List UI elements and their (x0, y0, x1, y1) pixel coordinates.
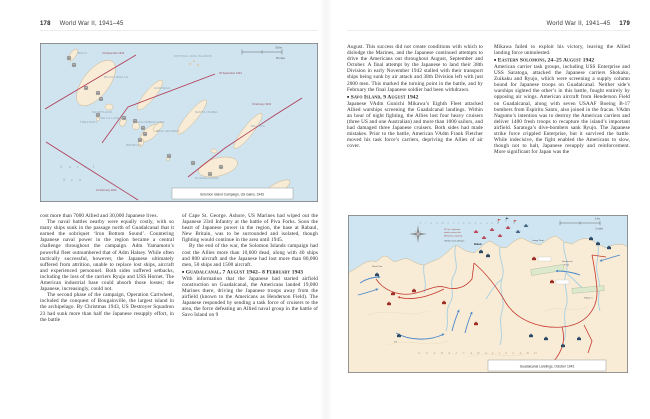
paragraph: The second phase of the campaign, Operation Cartwheel, included the conquest of Bougainville, the largest island in the archipelago. By Christmas 1943, US Destroyer Squadron 23 had sunk more than half the Japanese resupply effort, in the battle (40, 292, 174, 323)
airfield-icon (167, 154, 171, 158)
scale-km-label: 50 km (275, 46, 282, 50)
airfield-icon (99, 97, 103, 101)
annotation-line: Matanikau repulsed (444, 235, 463, 238)
right-page-number: 179 (619, 21, 630, 27)
airfield-icon (191, 161, 195, 165)
island-label: RENDOVA (126, 143, 142, 147)
section-heading (494, 57, 630, 64)
annotation-line: US fleet units offshore (444, 240, 465, 243)
left-header-title: World War II, 1941–45 (59, 21, 124, 27)
right-running-header (347, 21, 630, 31)
airstrip-label: Field (564, 264, 569, 267)
heading-bullet-icon: ■ (494, 58, 497, 63)
airfield-icon (138, 138, 142, 142)
paragraph: With information that the Japanese had started airfield construction on Guadalcanal, the Americans landed 19,000 Marines there, driving the Japanese troops away from the airfield (known to the Americans as Henderson Field). The Japanese responded by sending a task force of cruisers to the area, the force defeating an Allied naval group in the battle of Savo Island on 9 (182, 275, 318, 319)
heading-bullet-icon: ■ (347, 94, 350, 99)
sea-name-label: S e a (63, 177, 84, 182)
island-label: SHORTLAND (92, 110, 113, 114)
paragraph: of Cape St. George. Ashore, US Marines had wiped out the Japanese 23rd Infantry at the battle of Piva Forks. Soon the heart of Japanese power in the region, the base at Rabaul, New Britain, was to be surrounded and isolated, though fighting would continue in the area until 1945. (182, 213, 318, 244)
advance-date-label: 9 February 1943 (252, 103, 272, 106)
place-label: Point Cruz (372, 266, 383, 268)
island-label: MALAITA (251, 124, 265, 128)
paragraph: The naval battles nearby were equally costly, with so many ships sunk in the passage north of Guadalcanal that it earned the sobriquet ‘Iron Bottom Sound’. Countering Japanese naval power in the region became a central challenge throughout the campaign. Adm Yamamoto’s powerful fleet outnumbered that of Adm Halsey. While often tactically successful, however, the Japanese ultimately suffered from attrition, unable to replace lost ships, aircraft and experienced personnel. Both sides suffered setbacks, including the loss of the carriers Ryujo and USS Hornet. The American industrial base could absorb those losses; the Japanese, increasingly, could not. (40, 219, 174, 293)
guadalcanal-landings-map (348, 215, 628, 373)
airfield-icon (96, 91, 100, 95)
paragraph: By the end of the war, the Solomon Islands campaign had cost the Allies more than 10,600 dead, along with 40 ships and 800 aircraft and the Japanese had lost more than 80,000 men, 50 ships and 1500 aircraft. (182, 243, 318, 268)
island-label: GUADALCANAL (195, 176, 220, 180)
island-label: KOLOMBANGARA (137, 120, 165, 124)
advance-date-label: 30 September 1943 (219, 72, 242, 75)
island-label: TREASURY (80, 120, 98, 124)
paragraph: August. This success did not create conditions with which to dislodge the Marines, and the Japanese continued attempts to drive the Americans out throughout August, September and October. A final attempt by the Japanese to land their 38th Division in early November 1942 stalled with their transport ships being sunk by air attack and 38th Division left with just 2000 men. This marked the turning point in the battle, and by February the final Japanese soldier had been withdrawn. (347, 44, 483, 93)
annotation-line: 23 Oct: Japanese (444, 229, 461, 231)
island-label: VELLA LAVELLA (100, 116, 126, 120)
paragraph: American carrier task groups, including USS Enterprise and USS Saratoga, attacked the Japanese carriers Shokaku, Zuikaku and Ryujo, which were screening a supply column bound for Japanese troops on Guadalcanal. Neither side’s warships sighted the other’s in this battle, fought entirely by opposing air wings. American aircraft from Henderson Field on Guadalcanal, along with seven USAAF Boeing B-17 bombers from Espiritu Santo, also joined in the fracas. VAdm Nagumo’s intention was to destroy the American carriers and deliver 1400 fresh troops to recapture the island’s important airfield. Saratoga’s dive-bombers sank Ryujo. The Japanese strike force crippled Enterprise, but it survived the battle. While indecisive, the fight enabled the Americans to slow, though not to halt, Japanese resupply and reinforcement. More significant for Japan was the (494, 63, 630, 156)
section-heading-text: Savo Island, 9 August 1942 (350, 94, 419, 101)
airfield-icon (72, 63, 76, 67)
section-heading (182, 269, 318, 276)
island-label: SANTA ISABEL (195, 110, 219, 114)
advance-date-label: 21 February 1943 (96, 189, 117, 192)
island-label: BUKA (78, 51, 87, 55)
scale-miles-label: 2 miles (595, 227, 603, 231)
solomon-campaign-map (40, 43, 318, 202)
sea-name-label: I r o n B o t t o m S o u n d (420, 221, 501, 225)
left-column-2 (182, 213, 318, 318)
island-label: BOUGAINVILLE (104, 75, 129, 79)
island-label: ONTONG JAVA ISLANDS (174, 54, 212, 58)
scale-miles-label: 50 miles (276, 57, 285, 60)
map-caption: Solomon Island Campaign, US Gains, 1943 (200, 192, 264, 197)
section-heading-text: Guadalcanal, 7 August 1942– 8 February 1943 (185, 269, 304, 276)
guadalcanal-landings-map-svg (348, 215, 628, 373)
place-label: Lunga Point (532, 240, 544, 242)
left-running-header (40, 21, 318, 31)
sea-name-label: C o r a l (60, 164, 97, 169)
airstrip-label: Fighter 1 (584, 297, 593, 300)
section-heading-text: Eastern Solomons, 24–25 August 1942 (497, 57, 595, 64)
advance-date-label: 31 December 1943 (102, 52, 125, 55)
island-label: NEW GEORGIA (156, 129, 180, 133)
right-header-title: World War II, 1941–45 (546, 21, 611, 27)
unit-label: 1/7 (394, 341, 398, 344)
place-label: Kukum (474, 244, 482, 246)
airstrip-label: Henderson (562, 261, 573, 263)
airfield-icon (219, 165, 223, 169)
scale-km-label: 2 km (594, 217, 600, 221)
paragraph: Mikawa failed to exploit his victory, leaving the Allied landing force unmolested. (494, 44, 630, 57)
island-name-label: G U A D A L C A N A L I S L A N D (418, 351, 539, 355)
right-column-1 (347, 44, 483, 149)
unit-label-box (556, 280, 569, 284)
airfield-icon (141, 126, 145, 130)
solomon-campaign-map-svg (40, 43, 318, 202)
airfield-icon (67, 56, 71, 60)
right-column-2 (494, 44, 630, 155)
left-column-1 (40, 213, 174, 323)
island-label: CHOISEUL (154, 86, 171, 90)
airfield-icon (84, 86, 88, 90)
heading-bullet-icon: ■ (182, 269, 185, 274)
section-heading (347, 94, 483, 101)
left-page-number: 178 (40, 21, 51, 27)
annotation-line: attacks across the (444, 232, 461, 235)
paragraph: cost more than 7000 Allied and 30,000 Japanese lives. (40, 213, 158, 219)
map-caption: Guadalcanal Landings, October 1942 (519, 364, 575, 369)
unit-label-box (538, 257, 551, 261)
paragraph: Japanese VAdm Gunichi Mikawa’s Eighth Fleet attacked Allied warships screening the Guadalcanal landings. Within an hour of night fighting, the Allies lost four heavy cruisers (three US and one Australian) and more than 1000 sailors, and had damaged three Japanese cruisers. Both sides had made mistakes. Prior to the battle, American VAdm Frank Fletcher moved his task force’s carriers, depriving the Allies of air cover. (347, 100, 483, 150)
airfield-icon (143, 132, 147, 136)
page-gutter (320, 0, 332, 419)
